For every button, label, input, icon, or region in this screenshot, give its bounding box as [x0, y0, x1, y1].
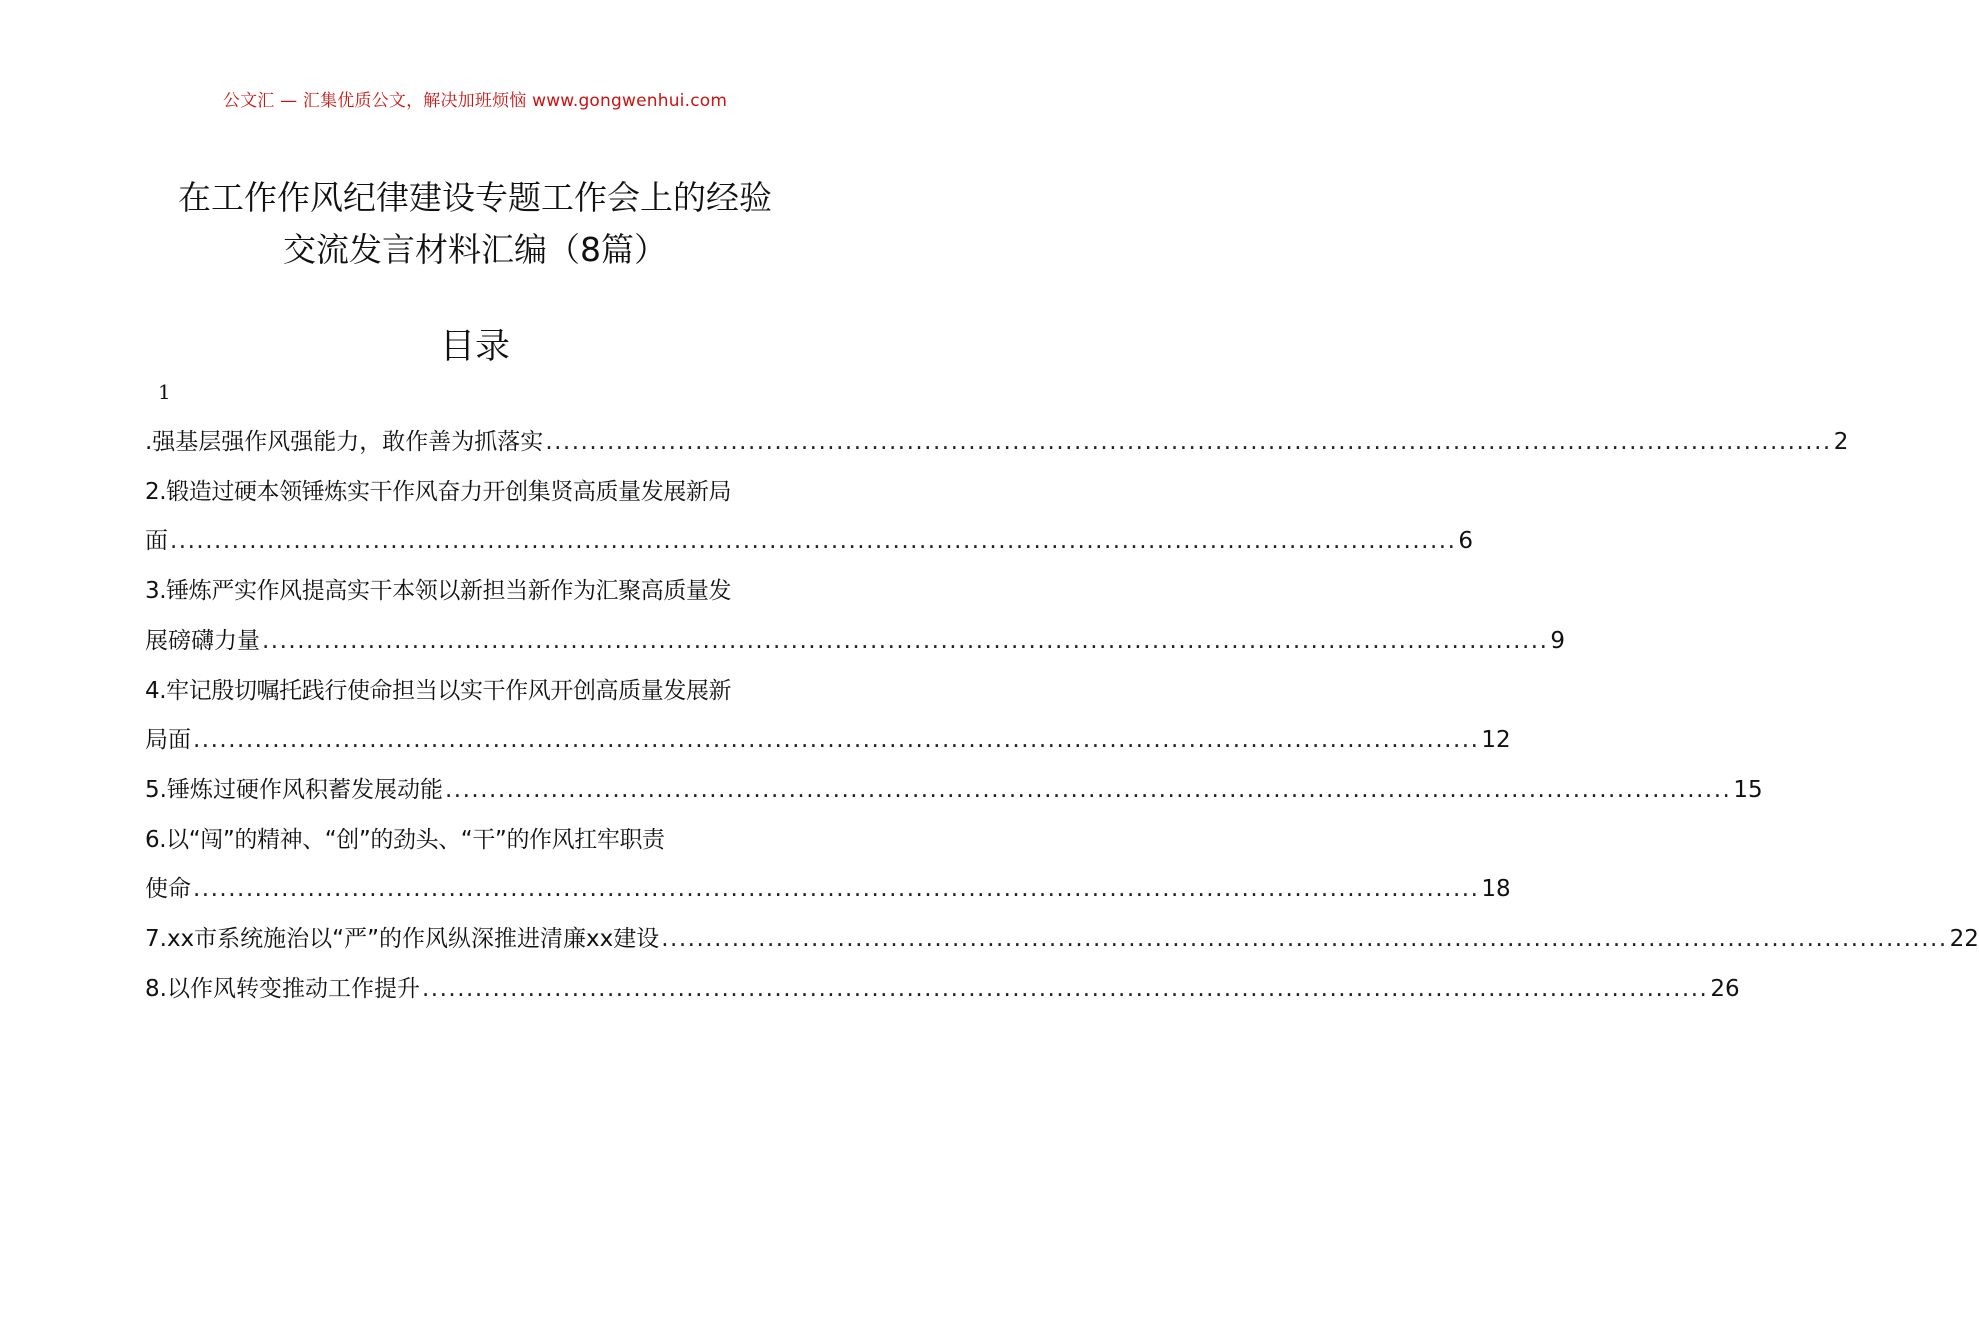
- toc-entry-5[interactable]: [145, 766, 1763, 816]
- dot-leader: ..................................................................................................................................................: [193, 727, 1480, 754]
- toc-entry-text: 5.锤炼过硬作风积蓄发展动能: [145, 776, 443, 803]
- site-header: 公文汇 — 汇集优质公文，解决加班烦恼 www.gongwenhui.com: [222, 91, 728, 111]
- toc-entry-text: 6.以“闯”的精神、“创”的劲头、“干”的作风扛牢职责: [145, 826, 665, 853]
- toc-entry-text: .强基层强作风强能力，敢作善为抓落实: [145, 429, 544, 455]
- toc-entry-text: 2.锻造过硬本领锤炼实干作风奋力开创集贤高质量发展新局: [145, 478, 732, 505]
- table-of-contents: [145, 418, 1979, 1014]
- document-title: [0, 172, 950, 276]
- dot-leader: ..................................................................................................................................................: [545, 429, 1832, 455]
- toc-page-number: 9: [1550, 627, 1566, 654]
- dot-leader: ..................................................................................................................................................: [170, 528, 1457, 555]
- dot-leader: ..................................................................................................................................................: [193, 876, 1480, 903]
- toc-entry-text-continued: 面: [145, 528, 168, 555]
- toc-entry-7[interactable]: [145, 915, 1979, 965]
- dot-leader: ..................................................................................................................................................: [262, 627, 1549, 654]
- toc-entry-text: 8.以作风转变推动工作提升: [145, 975, 420, 1002]
- toc-entry-6[interactable]: [145, 816, 1511, 915]
- dot-leader: ..................................................................................................................................................: [444, 776, 1732, 803]
- toc-page-number: 6: [1458, 528, 1474, 555]
- toc-page-number: 15: [1733, 776, 1763, 803]
- toc-entry-text-continued: 展磅礴力量: [145, 627, 260, 654]
- dot-leader: ..................................................................................................................................................: [421, 975, 1709, 1002]
- toc-heading: 目录: [439, 327, 510, 367]
- toc-entry-4[interactable]: [145, 667, 1511, 766]
- toc-page-number: 26: [1710, 975, 1740, 1002]
- toc-entry-8[interactable]: [145, 965, 1740, 1015]
- toc-number: 1: [158, 380, 171, 404]
- toc-page-number: 2: [1833, 429, 1849, 455]
- toc-entry-1[interactable]: [145, 418, 1849, 468]
- toc-page-number: 22: [1949, 926, 1979, 953]
- toc-entry-text: 3.锤炼严实作风提高实干本领以新担当新作为汇聚高质量发: [145, 578, 732, 605]
- dot-leader: ..................................................................................................................................................: [661, 926, 1948, 953]
- toc-page-number: 18: [1481, 876, 1511, 903]
- toc-entry-text: 4.牢记殷切嘱托践行使命担当以实干作风开创高质量发展新: [145, 677, 732, 704]
- toc-entry-text-continued: 使命: [145, 876, 191, 903]
- toc-page-number: 12: [1481, 727, 1511, 754]
- toc-entry-3[interactable]: [145, 567, 1566, 666]
- title-line-2: 交流发言材料汇编（8篇）: [283, 230, 667, 269]
- toc-entry-2[interactable]: [145, 468, 1474, 567]
- title-line-1: 在工作作风纪律建设专题工作会上的经验: [178, 178, 772, 217]
- toc-entry-text-continued: 局面: [145, 727, 191, 754]
- toc-entry-text: 7.xx市系统施治以“严”的作风纵深推进清廉xx建设: [145, 926, 660, 953]
